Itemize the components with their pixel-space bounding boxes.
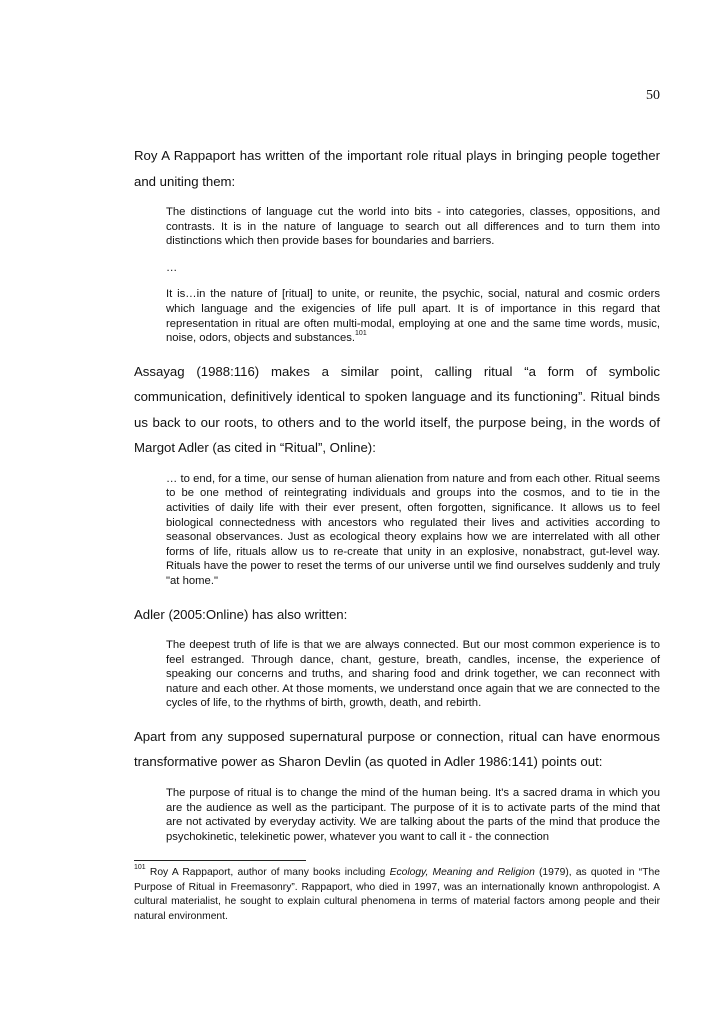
page-number: 50 xyxy=(646,88,660,103)
footnote-text-before: Roy A Rappaport, author of many books including xyxy=(145,867,390,878)
footnote xyxy=(134,866,660,924)
quote-ellipsis: … xyxy=(166,261,178,274)
quote-text: The purpose of ritual is to change the mind of the human being. It's a sacred drama in which you are the audience as well as the participant. The purpose of it is to activate parts of the mind that are not activated by everyday activity. We are talking about the parts of the mind that produce the psychokinetic, telekinetic power, whatever you want to call it - the connection xyxy=(166,786,660,843)
intro-paragraph: Roy A Rappaport has written of the important role ritual plays in bringing people together and uniting them: xyxy=(134,148,660,189)
adler-intro-paragraph: Adler (2005:Online) has also written: xyxy=(134,606,348,622)
quote-part-2-text: It is…in the nature of [ritual] to unite, or reunite, the psychic, social, natural and cosmic orders which language and the exigencies of life pull apart. It is of importance in this regard that representation in ritual are often multi-modal, employing at one and the same time words, music, noise, odors, objects and substances. xyxy=(166,288,660,345)
footnote-separator xyxy=(134,860,306,861)
block-quote-adler-2 xyxy=(166,638,660,711)
quote-part-1: The distinctions of language cut the world into bits - into categories, classes, oppositions, and contrasts. It is in the nature of language to search out all differences and to turn them into distinctions which then provide bases for boundaries and barriers. xyxy=(166,206,660,248)
quote-text: … to end, for a time, our sense of human alienation from nature and from each other. Ritual seems to be one method of reintegrating individuals and groups into the cosmos, and to tie in the activities of daily life with their ever present, often forgotten, significance. It allows us to feel biological connectedness with ancestors who regulated their lives and activities according to seasonal observances. Just as ecological theory explains how we are interrelated with all other forms of life, rituals allow us to re-create that unity in an explosive, nonabstract, gut-level way. Rituals have the power to reset the terms of our universe until we find ourselves suddenly and truly "at home." xyxy=(166,472,660,587)
quote-part-2 xyxy=(166,287,660,345)
block-quote-adler-1 xyxy=(166,472,660,589)
devlin-intro-paragraph: Apart from any supposed supernatural purpose or connection, ritual can have enormous transformative power as Sharon Devlin (as quoted in Adler 1986:141) points out: xyxy=(134,728,660,770)
footnote-book-title: Ecology, Meaning and Religion xyxy=(389,867,535,878)
main-text xyxy=(134,143,660,857)
footnote-reference[interactable]: 101 xyxy=(355,330,367,338)
quote-text: The deepest truth of life is that we are always connected. But our most common experience is to feel estranged. Through dance, chant, gesture, breath, candles, incense, the experience of speaking our concerns and truths, and sharing food and drink together, we can reconnect with nature and each other. At those moments, we understand once again that we are connected to the cycles of life, to the rhythms of birth, growth, death, and rebirth. xyxy=(166,639,660,710)
footnote-text-after: (1979), as quoted in “The Purpose of Ritual in Freemasonry”. Rappaport, who died in 1997, was an internationally known anthropologist. A cultural materialist, he sought to explain cultural phenomena in terms of material factors among people and their natural environment. xyxy=(134,867,660,922)
block-quote-devlin xyxy=(166,786,660,844)
assayag-paragraph: Assayag (1988:116) makes a similar point, calling ritual “a form of symbolic communication, definitively identical to spoken language and its functioning”. Ritual binds us back to our roots, to others and to the world itself, the purpose being, in the words of Margot Adler (as cited in “Ritual”, Online): xyxy=(134,363,660,456)
footnote-number: 101 xyxy=(134,864,146,871)
block-quote-rappaport xyxy=(166,205,660,346)
